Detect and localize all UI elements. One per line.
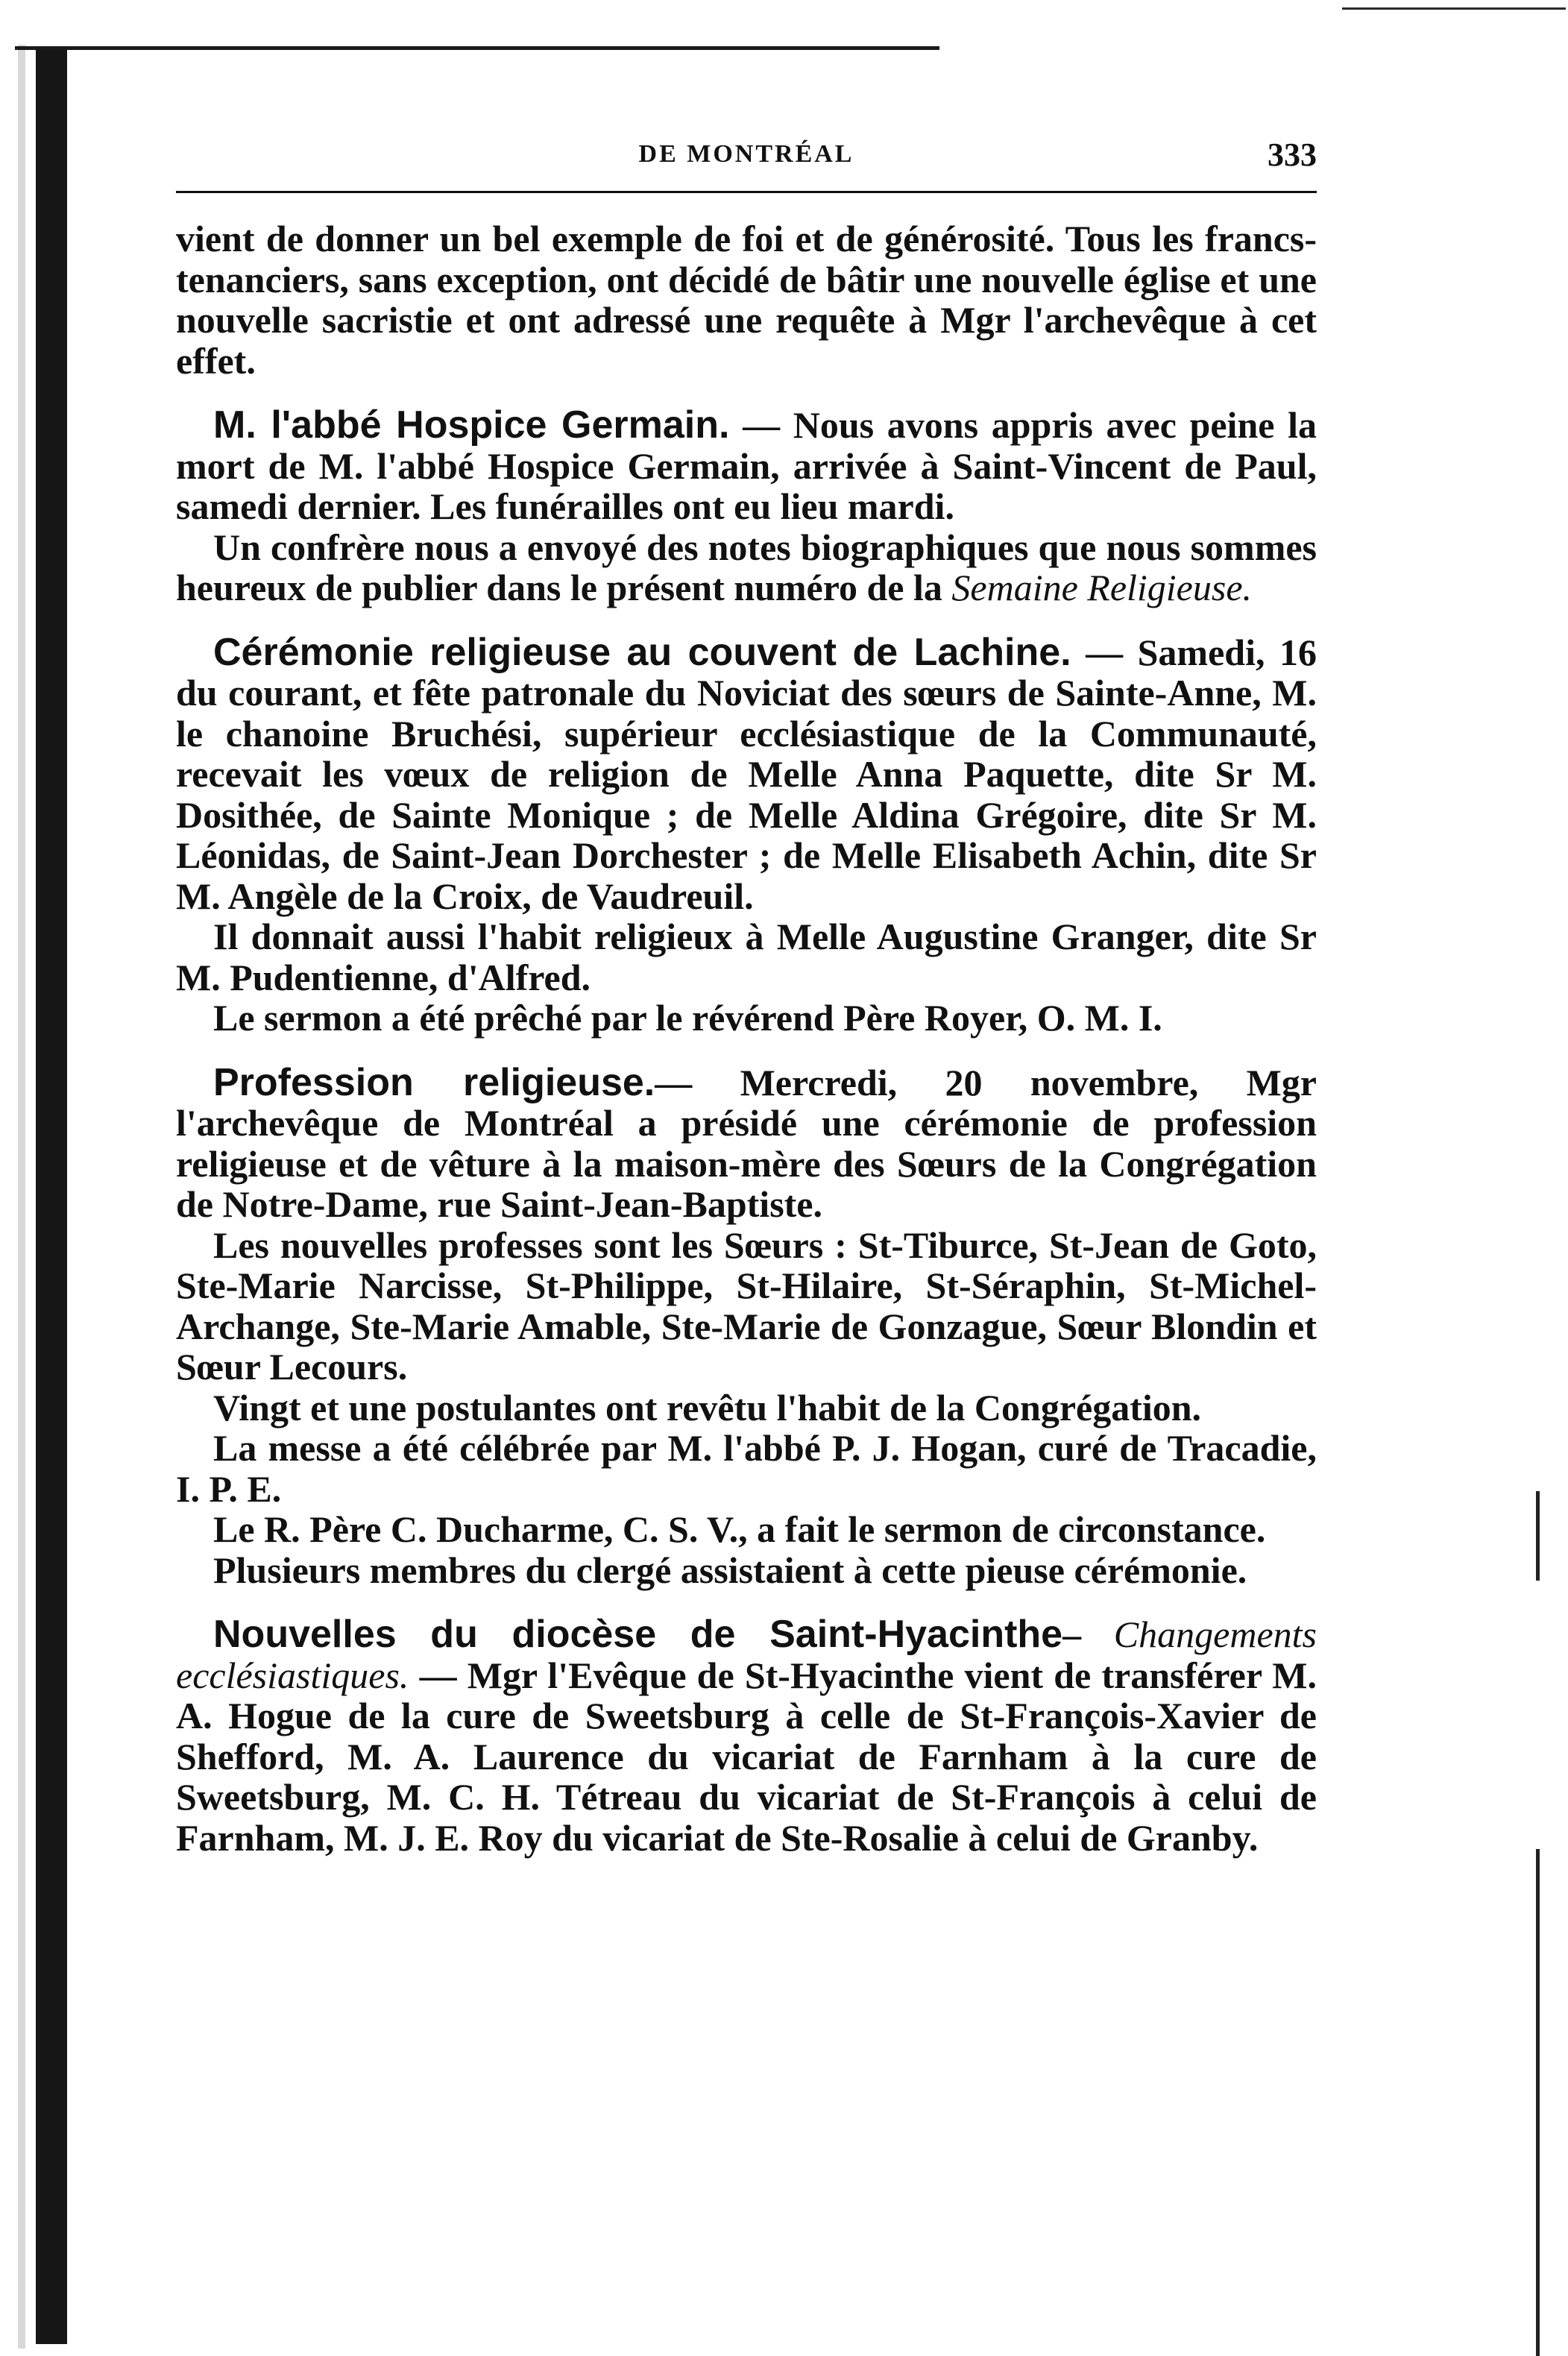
paragraph-professes-text: Les nouvelles professes sont les Sœurs : St-Tiburce, St-Jean de Goto, Ste-Marie Narcisse, St-Philippe, St-Hilaire, St-Séraphin, St-Michel-Archange, Ste-Marie Amable, Ste-Marie de Gonzague, Sœur Blondin et Sœur Lecours. bbox=[176, 1223, 1317, 1388]
article-lachine bbox=[176, 632, 1317, 917]
paragraph-sermon-text: Le R. Père C. Ducharme, C. S. V., a fait le sermon de circonstance. bbox=[213, 1508, 1266, 1550]
article-heading-germain: M. l'abbé Hospice Germain. bbox=[213, 403, 730, 447]
article-saint-hyacinthe bbox=[176, 1614, 1317, 1858]
running-title: DE MONTRÉAL bbox=[638, 140, 854, 168]
article-text-germain: — Nous avons appris avec peine la mort de M. l'abbé Hospice Germain, arrivée à Saint-Vincent de Paul, samedi dernier. Les funérailles ont eu lieu mardi. bbox=[176, 404, 1317, 527]
paragraph-postulantes bbox=[176, 1388, 1317, 1429]
paragraph-clerge bbox=[176, 1550, 1317, 1591]
paragraph-messe-text: La messe a été célébrée par M. l'abbé P. J. Hogan, curé de Tracadie, I. P. E. bbox=[176, 1427, 1317, 1510]
header-rule bbox=[176, 191, 1317, 193]
paragraph-clerge-text: Plusieurs membres du clergé assistaient à cette pieuse cérémonie. bbox=[213, 1549, 1247, 1591]
paragraph-germain-notes bbox=[176, 527, 1317, 608]
page bbox=[176, 127, 1317, 1858]
paragraph-sermon bbox=[176, 1509, 1317, 1550]
publication-title: Semaine Religieuse. bbox=[951, 567, 1253, 608]
paragraph-messe bbox=[176, 1428, 1317, 1509]
paragraph-lachine-sermon bbox=[176, 998, 1317, 1039]
article-heading-saint-hyacinthe: Nouvelles du diocèse de Saint-Hyacinthe bbox=[213, 1613, 1063, 1656]
scan-border-top-right bbox=[1342, 7, 1566, 10]
article-germain bbox=[176, 405, 1317, 527]
paragraph-lachine-sermon-text: Le sermon a été prêché par le révérend Père Royer, O. M. I. bbox=[213, 997, 1162, 1039]
article-heading-lachine: Cérémonie religieuse au couvent de Lachine. bbox=[213, 630, 1071, 674]
scan-border-left bbox=[36, 48, 67, 2344]
paragraph-postulantes-text: Vingt et une postulantes ont revêtu l'habit de la Congrégation. bbox=[213, 1386, 1202, 1429]
page-number: 333 bbox=[1268, 136, 1317, 173]
paragraph-germain-notes-text: Un confrère nous a envoyé des notes biographiques que nous sommes heureux de publier dans le présent numéro de la bbox=[176, 526, 1317, 608]
article-text-saint-hyacinthe: — Mgr l'Evêque de St-Hyacinthe vient de transférer M. A. Hogue de la cure de Sweetsburg à celle de St-François-Xavier de Shefford, M. A. Laurence du vicariat de Farnham à la cure de Sweetsburg, M. C. H. Tétreau du vicariat de St-François à celui de Farnham, M. J. E. Roy du vicariat de Ste-Rosalie à celui de Granby. bbox=[176, 1654, 1317, 1859]
scan-mark-right bbox=[1536, 1491, 1540, 1581]
paragraph-professes bbox=[176, 1225, 1317, 1388]
paragraph-intro-text: vient de donner un bel exemple de foi et de générosité. Tous les francs-tenanciers, sans exception, ont décidé de bâtir une nouvelle église et une nouvelle sacristie et ont adressé une requête à Mgr l'archevêque à cet effet. bbox=[176, 218, 1317, 382]
scan-shadow-left bbox=[18, 45, 25, 2349]
running-header bbox=[176, 127, 1317, 186]
paragraph-lachine-habit-text: Il donnait aussi l'habit religieux à Melle Augustine Granger, dite Sr M. Pudentienne, d'Alfred. bbox=[176, 916, 1317, 998]
article-heading-profession: Profession religieuse. bbox=[213, 1060, 655, 1104]
article-subheading-changements: Changements ecclésiastiques. bbox=[176, 1613, 1317, 1696]
article-text-lachine: — Samedi, 16 du courant, et fête patronale du Noviciat des sœurs de Sainte-Anne, M. le chanoine Bruchési, supérieur ecclésiastique de la Communauté, recevait les vœux de religion de Melle Anna Paquette, dite Sr M. Dosithée, de Sainte Monique ; de Melle Aldina Grégoire, dite Sr M. Léonidas, de Saint-Jean Dorchester ; de Melle Elisabeth Achin, dite Sr M. Angèle de la Croix, de Vaudreuil. bbox=[176, 631, 1317, 917]
article-text-profession: — Mercredi, 20 novembre, Mgr l'archevêque de Montréal a présidé une cérémonie de profession religieuse et de vêture à la maison-mère des Sœurs de la Congrégation de Notre-Dame, rue Saint-Jean-Baptiste. bbox=[176, 1061, 1317, 1225]
heading-dash: – bbox=[1062, 1613, 1114, 1655]
scan-mark-right-lower bbox=[1536, 1849, 1540, 2356]
paragraph-lachine-habit bbox=[176, 916, 1317, 998]
paragraph-intro bbox=[176, 218, 1317, 381]
scan-border-top bbox=[15, 46, 939, 50]
article-profession bbox=[176, 1062, 1317, 1225]
